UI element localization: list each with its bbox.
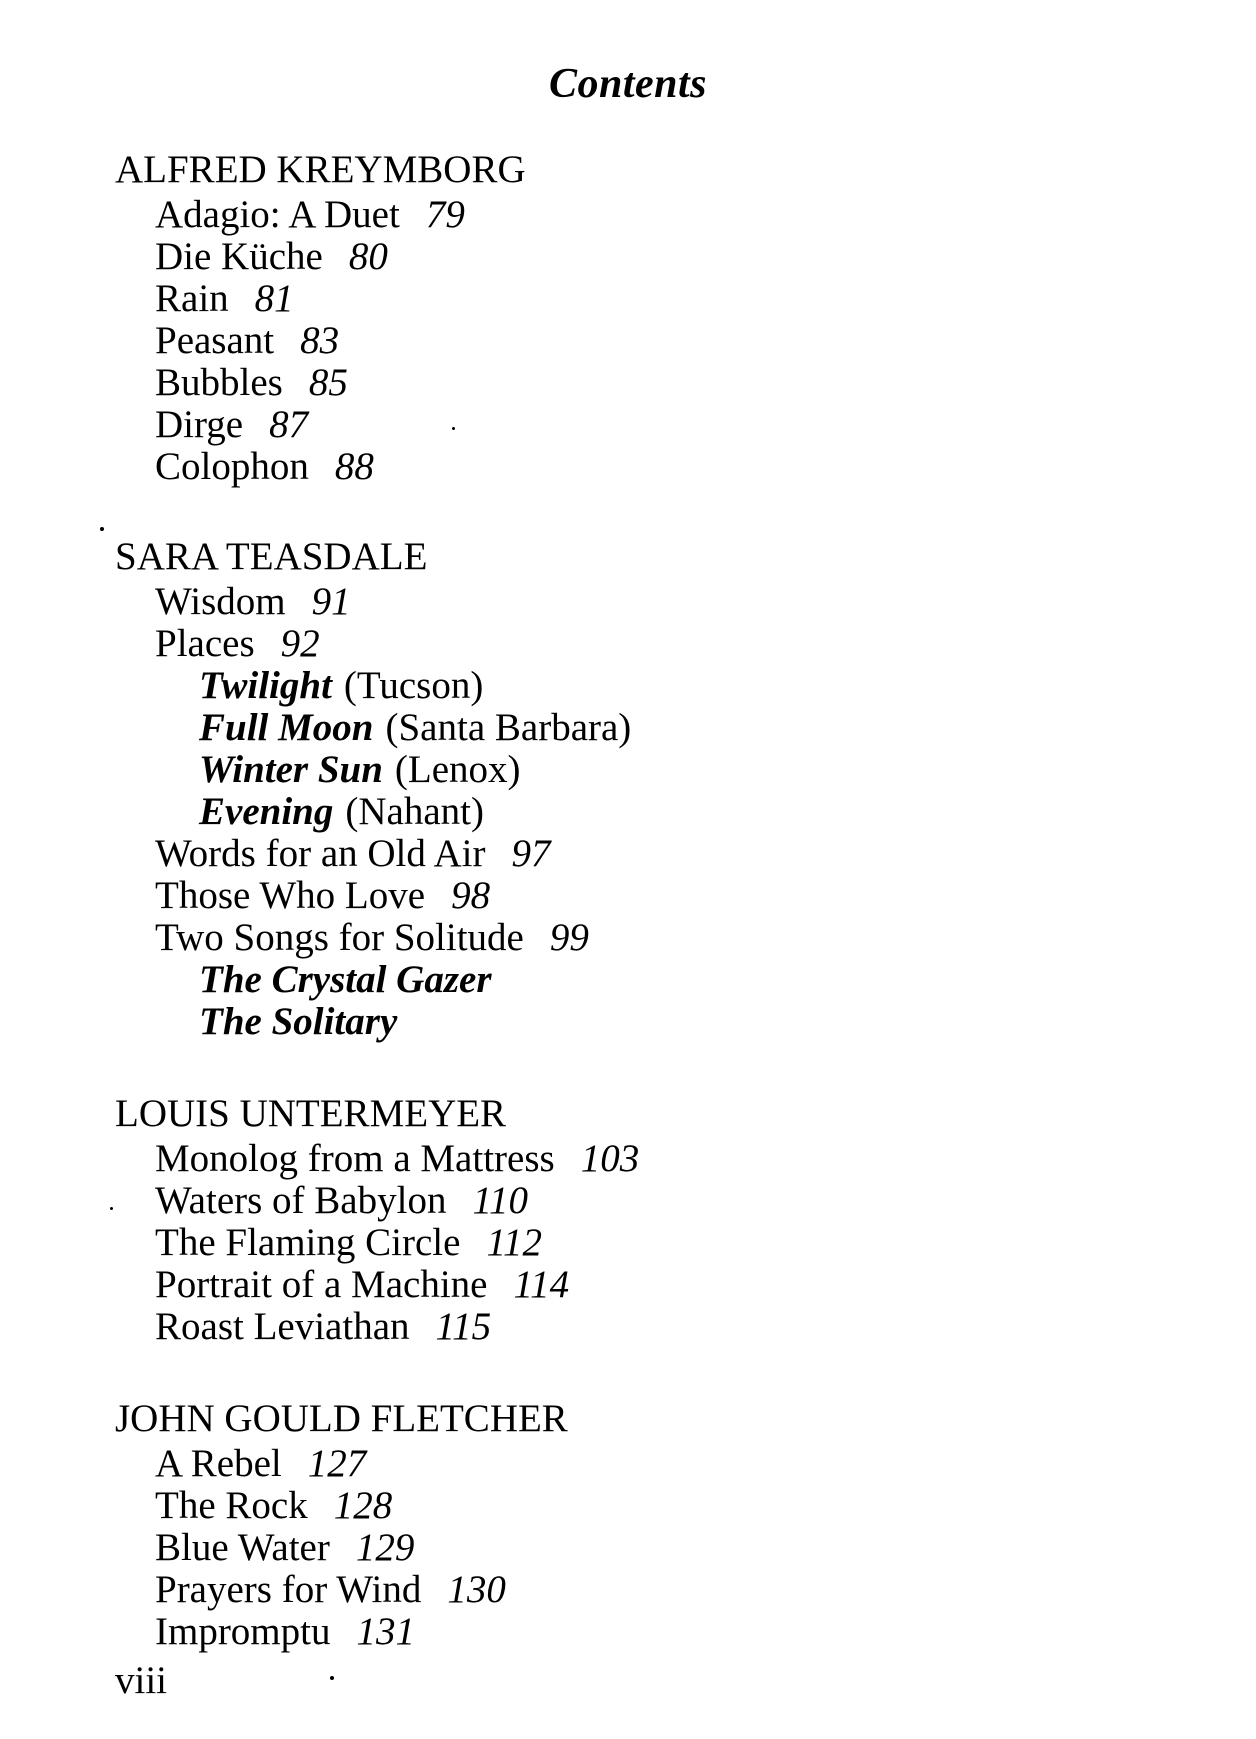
entry-title: Die Küche xyxy=(155,235,323,278)
toc-entry[interactable] xyxy=(115,1180,639,1222)
toc-entry[interactable] xyxy=(115,833,631,875)
entry-title: Impromptu xyxy=(155,1610,331,1653)
entry-title: The Flaming Circle xyxy=(155,1221,461,1264)
toc-entry[interactable] xyxy=(115,875,631,917)
toc-entry[interactable] xyxy=(115,1264,639,1306)
page-number: 92 xyxy=(280,622,320,665)
toc-entry[interactable] xyxy=(115,623,631,665)
page-number: 88 xyxy=(334,445,374,488)
subentry-title: The Crystal Gazer xyxy=(199,958,492,1001)
page-number: 98 xyxy=(451,874,491,917)
page-number: 112 xyxy=(486,1221,543,1264)
toc-section-kreymborg xyxy=(115,148,526,488)
author-heading: ALFRED KREYMBORG xyxy=(115,148,526,191)
entry-title: Prayers for Wind xyxy=(155,1568,422,1611)
page-number: 81 xyxy=(254,277,294,320)
entry-title: Blue Water xyxy=(155,1526,330,1569)
toc-subentry xyxy=(115,707,631,749)
toc-subentry xyxy=(115,665,631,707)
page-title: Contents xyxy=(548,61,708,107)
page-number: 87 xyxy=(269,403,309,446)
subentry-place: (Tucson) xyxy=(343,664,484,707)
toc-section-untermeyer xyxy=(115,1092,639,1348)
page-number: 80 xyxy=(348,235,388,278)
page-number: 83 xyxy=(300,319,340,362)
entry-title: Bubbles xyxy=(155,361,283,404)
page-number: 79 xyxy=(425,193,465,236)
toc-entry[interactable] xyxy=(115,278,526,320)
page-number: 99 xyxy=(549,916,589,959)
page-number: 91 xyxy=(311,580,351,623)
entry-title: Portrait of a Machine xyxy=(155,1263,488,1306)
toc-entry[interactable] xyxy=(115,1306,639,1348)
page-number: 130 xyxy=(447,1568,506,1611)
entry-title: Words for an Old Air xyxy=(155,832,486,875)
toc-entry[interactable] xyxy=(115,236,526,278)
toc-entry[interactable] xyxy=(115,1222,639,1264)
subentry-place: (Santa Barbara) xyxy=(385,706,632,749)
author-heading: SARA TEASDALE xyxy=(115,535,428,578)
author-heading: LOUIS UNTERMEYER xyxy=(115,1092,507,1135)
entry-title: Waters of Babylon xyxy=(155,1179,447,1222)
toc-entry[interactable] xyxy=(115,404,526,446)
page-number: 110 xyxy=(472,1179,529,1222)
toc-entry[interactable] xyxy=(115,1485,568,1527)
page-number: 128 xyxy=(333,1484,393,1527)
print-speck xyxy=(110,1207,113,1210)
toc-entry[interactable] xyxy=(115,917,631,959)
subentry-title: Evening xyxy=(199,790,334,833)
toc-entry[interactable] xyxy=(115,1611,568,1653)
page-number: 97 xyxy=(511,832,551,875)
subentry-place: (Nahant) xyxy=(345,790,484,833)
subentry-place: (Lenox) xyxy=(394,748,521,791)
toc-entry[interactable] xyxy=(115,320,526,362)
print-speck xyxy=(330,1676,334,1680)
entry-title: Colophon xyxy=(155,445,309,488)
author-heading: JOHN GOULD FLETCHER xyxy=(115,1397,568,1440)
toc-entry[interactable] xyxy=(115,194,526,236)
subentry-title: The Solitary xyxy=(199,1000,398,1043)
entry-title: Rain xyxy=(155,277,229,320)
entry-title: Those Who Love xyxy=(155,874,426,917)
subentry-title: Full Moon xyxy=(199,706,374,749)
page-number: 129 xyxy=(355,1526,415,1569)
entry-title: Adagio: A Duet xyxy=(155,193,400,236)
toc-entry[interactable] xyxy=(115,446,526,488)
toc-entry[interactable] xyxy=(115,581,631,623)
entry-title: Monolog from a Mattress xyxy=(155,1137,555,1180)
page-number: 103 xyxy=(580,1137,640,1180)
subentry-title: Winter Sun xyxy=(199,748,383,791)
toc-entry[interactable] xyxy=(115,1443,568,1485)
page-number: 85 xyxy=(308,361,348,404)
toc-section-teasdale xyxy=(115,535,631,1043)
toc-subentry xyxy=(115,791,631,833)
page-number: 127 xyxy=(307,1442,367,1485)
page-number: 131 xyxy=(356,1610,415,1653)
page-folio: viii xyxy=(115,1659,168,1702)
entry-title: Dirge xyxy=(155,403,244,446)
entry-title: Two Songs for Solitude xyxy=(155,916,524,959)
print-speck xyxy=(100,527,104,531)
entry-title: The Rock xyxy=(155,1484,308,1527)
entry-title: Peasant xyxy=(155,319,275,362)
toc-entry[interactable] xyxy=(115,362,526,404)
toc-subentry xyxy=(115,1001,631,1043)
toc-entry[interactable] xyxy=(115,1138,639,1180)
entry-title: Roast Leviathan xyxy=(155,1305,410,1348)
print-speck xyxy=(452,427,455,430)
toc-subentry xyxy=(115,959,631,1001)
toc-entry[interactable] xyxy=(115,1527,568,1569)
entry-title: Wisdom xyxy=(155,580,286,623)
page-number: 114 xyxy=(513,1263,570,1306)
entry-title: Places xyxy=(155,622,255,665)
toc-entry[interactable] xyxy=(115,1569,568,1611)
toc-section-fletcher xyxy=(115,1397,568,1653)
toc-subentry xyxy=(115,749,631,791)
page-number: 115 xyxy=(435,1305,492,1348)
entry-title: A Rebel xyxy=(155,1442,282,1485)
subentry-title: Twilight xyxy=(199,664,332,707)
